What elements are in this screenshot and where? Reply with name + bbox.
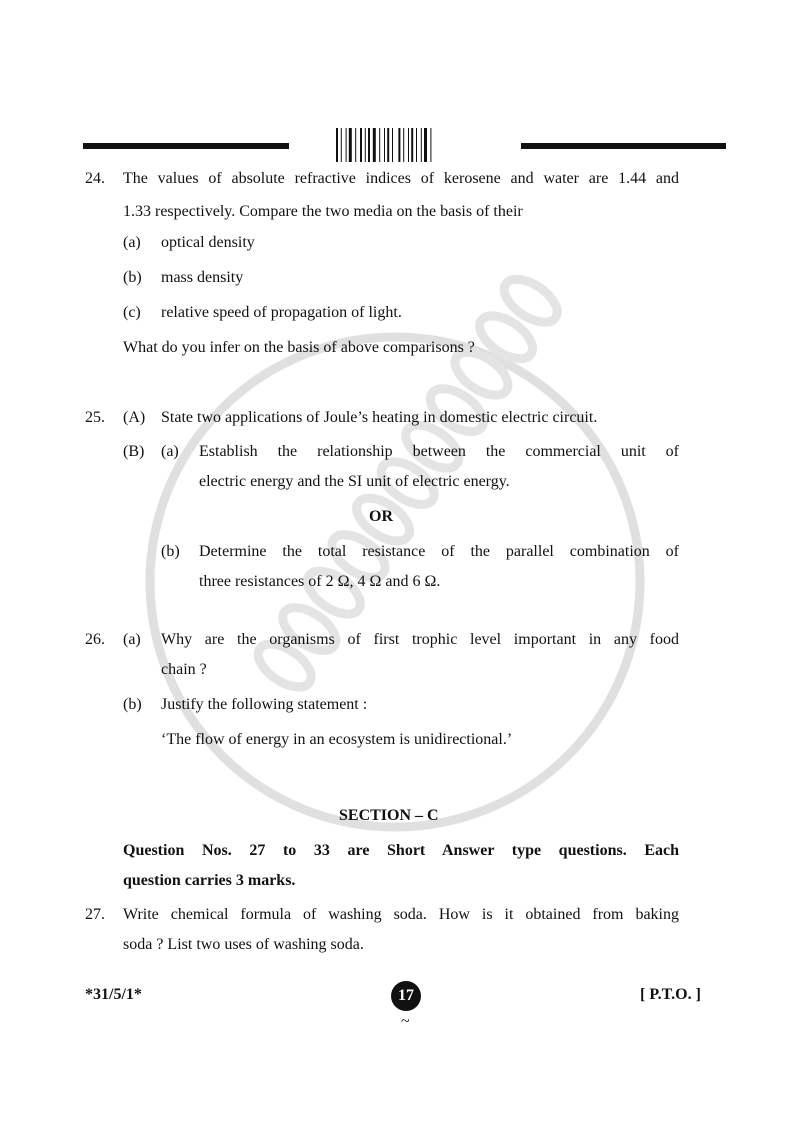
option-label: (a) [123,631,141,648]
option-label: (B) [123,443,145,460]
watermark-mark [472,307,540,367]
barcode-bar [398,128,400,162]
question-number: 26. [85,631,105,648]
option-label: (a) [123,234,141,251]
barcode-bar [341,128,342,162]
option-label: (c) [123,304,141,321]
paper-code: *31/5/1* [85,986,142,1003]
barcode-bar [349,128,352,162]
question-number: 25. [85,409,105,426]
or-label: OR [369,508,393,525]
option-label: (a) [161,443,179,460]
barcode-bar [384,128,385,162]
option-label: (b) [123,696,142,713]
barcode-bar [336,128,338,162]
question-text: chain ? [161,661,207,678]
barcode-bar [373,128,376,162]
header-rule-left [83,143,289,149]
barcode-bar [355,128,356,162]
question-text: Justify the following statement : [161,696,368,713]
section-instructions: question carries 3 marks. [123,872,296,889]
tilde: ~ [401,1013,410,1030]
header-rule-right [521,143,726,149]
barcode-bar [416,128,417,162]
option-label: (A) [123,409,146,426]
barcode-bar [379,128,380,162]
question-number: 27. [85,906,105,923]
barcode-bar [365,128,366,162]
question-text: Determine the total resistance of the parallel combination of [199,543,679,560]
quote-text: ‘The flow of energy in an ecosystem is unidirectional.’ [161,731,513,748]
barcode-bar [408,128,409,162]
watermark-mark [497,271,565,331]
option-text: relative speed of propagation of light. [161,304,402,321]
question-text: State two applications of Joule’s heating in domestic electric circuit. [161,409,598,426]
option-text: mass density [161,269,244,286]
barcode-bar [346,128,347,162]
question-text: Establish the relationship between the commercial unit of [199,443,679,460]
question-text: three resistances of 2 Ω, 4 Ω and 6 Ω. [199,573,441,590]
barcode-bar [392,128,393,162]
option-text: optical density [161,234,255,251]
question-number: 24. [85,170,105,187]
question-text: Why are the organisms of first trophic level important in any food [161,631,679,648]
option-label: (b) [161,543,180,560]
barcode-bar [360,128,362,162]
page-number: 17 [391,981,421,1011]
pto-label: [ P.T.O. ] [640,986,701,1003]
question-text: What do you infer on the basis of above comparisons ? [123,339,475,356]
question-text: Write chemical formula of washing soda. How is it obtained from baking [123,906,679,923]
section-instructions: Question Nos. 27 to 33 are Short Answer type questions. Each [123,842,679,859]
barcode-bar [421,128,422,162]
question-text: soda ? List two uses of washing soda. [123,936,364,953]
question-text: electric energy and the SI unit of electric energy. [199,473,510,490]
barcode-bar [368,128,370,162]
barcode-bar [387,128,389,162]
barcode-icon [336,128,466,162]
question-text: 1.33 respectively. Compare the two media on the basis of their [123,203,523,220]
barcode-bar [430,128,431,162]
barcode-bar [403,128,404,162]
option-label: (b) [123,269,142,286]
barcode-bar [411,128,413,162]
barcode-bar [424,128,427,162]
question-text: The values of absolute refractive indices of kerosene and water are 1.44 and [123,170,679,187]
section-title: SECTION – C [339,807,439,824]
